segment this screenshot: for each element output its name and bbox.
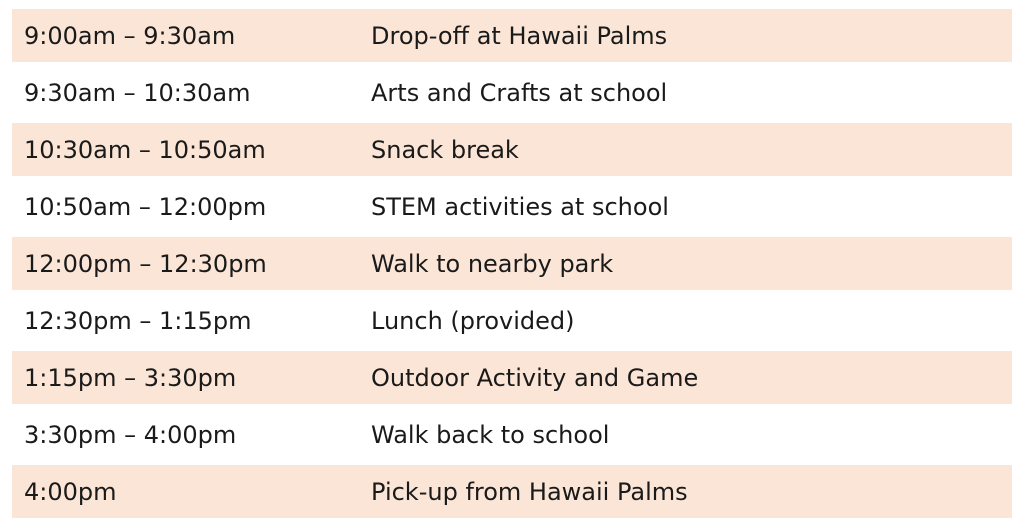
activity-name: Lunch (provided): [371, 306, 575, 335]
time-slot: 1:15pm – 3:30pm: [24, 363, 237, 392]
time-slot: 4:00pm: [24, 477, 117, 506]
activity-name: Drop-off at Hawaii Palms: [371, 21, 668, 50]
schedule-row: [12, 180, 1012, 233]
time-slot: 12:00pm – 12:30pm: [24, 249, 267, 278]
time-slot: 10:30am – 10:50am: [24, 135, 266, 164]
schedule-row: [12, 123, 1012, 176]
schedule-row: [12, 408, 1012, 461]
time-slot: 9:30am – 10:30am: [24, 78, 251, 107]
schedule-row: [12, 294, 1012, 347]
time-slot: 10:50am – 12:00pm: [24, 192, 267, 221]
time-slot: 9:00am – 9:30am: [24, 21, 236, 50]
schedule-row: [12, 351, 1012, 404]
activity-name: Arts and Crafts at school: [371, 78, 668, 107]
time-slot: 12:30pm – 1:15pm: [24, 306, 252, 335]
activity-name: Walk to nearby park: [371, 249, 614, 278]
schedule-row: [12, 66, 1012, 119]
activity-name: Pick-up from Hawaii Palms: [371, 477, 688, 506]
activity-name: STEM activities at school: [371, 192, 669, 221]
activity-name: Walk back to school: [371, 420, 610, 449]
schedule-row: [12, 9, 1012, 62]
schedule-table: [12, 9, 1012, 518]
time-slot: 3:30pm – 4:00pm: [24, 420, 237, 449]
activity-name: Outdoor Activity and Game: [371, 363, 699, 392]
activity-name: Snack break: [371, 135, 519, 164]
schedule-row: [12, 465, 1012, 518]
schedule-row: [12, 237, 1012, 290]
